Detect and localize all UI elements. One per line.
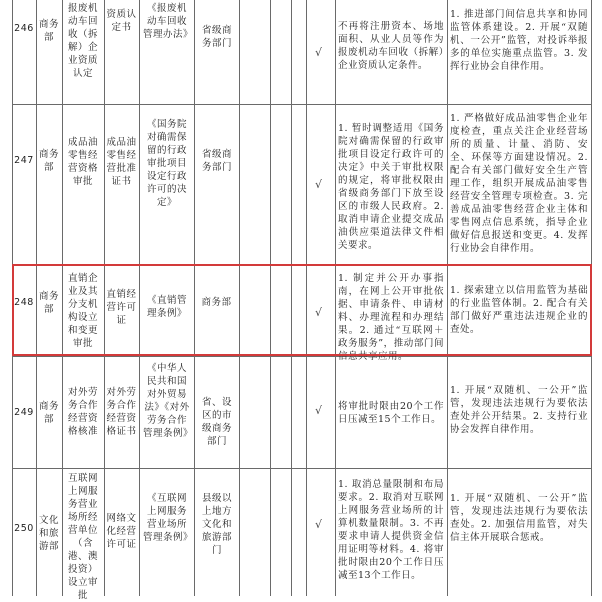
certificate: 成品油零售经营批准证书 [106,137,137,187]
approval-item: 成品油零售经营资格审批 [67,137,98,187]
grid-hline [12,356,592,357]
approval-item: 对外劳务合作经营资格核准 [67,387,98,437]
reform-measure: 1. 取消总量限制和布局要求。2. 取消对互联网上网服务营业场所的计算机数量限制。3. 不再要求申请人提供资金信用证明等材料。4. 将审批时限由20个工作日压减至13个工作日。 [338,479,444,581]
legal-basis: 《直销管理条例》 [146,295,187,319]
grid-vline [139,0,140,596]
department: 商务部 [38,149,59,173]
certificate: 直销经营许可证 [106,289,137,326]
row-number: 249 [14,407,34,418]
row-number: 248 [14,297,34,308]
approval-authority: 商务部 [201,297,232,308]
certificate: 网络文化经营许可证 [106,513,137,550]
approval-authority: 省级商务部门 [201,149,232,173]
approval-authority: 县级以上地方文化和旅游部门 [201,493,232,556]
grid-hline [12,468,592,469]
grid-vline [335,0,336,596]
approval-item: 直销企业及其分支机构设立和变更审批 [67,273,98,349]
legal-basis: 《中华人民共和国对外贸易法》《对外劳务合作管理条例》 [143,363,194,439]
legal-basis: 《互联网上网服务营业场所管理条例》 [143,493,194,543]
department: 商务部 [38,401,59,425]
grid-hline [12,264,592,265]
certificate: 资质认定书 [106,9,137,33]
legal-basis: 《报废机动车回收管理办法》 [143,3,194,40]
row-number: 247 [14,155,34,166]
grid-vline [36,0,37,596]
row-number: 250 [14,523,34,534]
supervision-measure: 1. 推进部门间信息共享和协同监管体系建设。2. 开展“双随机、一公开”监管，对投诉举报多的单位实施重点监管。3. 发挥行业协会自律作用。 [450,9,588,72]
reform-check: √ [315,306,323,319]
approval-authority: 省、设区的市级商务部门 [201,397,232,447]
reform-measure: 将审批时限由20个工作日压减至15个工作日。 [338,401,444,425]
department: 文化和旅游部 [38,515,59,552]
grid-vline [270,0,271,596]
row-number: 246 [14,23,34,34]
grid-vline [291,0,292,596]
reform-check: √ [315,404,323,417]
grid-vline [239,0,240,596]
approval-item: 互联网上网服务营业场所经营单位（含港、澳投资）设立审批 [67,473,98,601]
supervision-measure: 1. 严格做好成品油零售企业年度检查，重点关注企业经营场所的质量、计量、消防、安全、环保等方面建设情况。2. 配合有关部门做好安全生产管理工作，组织开展成品油零售经营安全管理专项检查。3. 完善成品油零售经营企业主体和零售网点信息系统，指导企业做好信息报送和变更。4. 发挥行业协会自律作用。 [450,113,588,254]
supervision-measure: 1. 探索建立以信用监管为基础的行业监管体制。2. 配合有关部门做好严重违法违规企业的查处。 [450,285,588,335]
grid-vline [62,0,63,596]
approval-authority: 省级商务部门 [201,25,232,49]
legal-basis: 《国务院对确需保留的行政审批项目设定行政许可的决定》 [146,119,187,208]
reform-measure: 1. 制定并公开办事指南，在网上公开审批依据、申请条件、申请材料、办理流程和办理结果。2. 通过“互联网＋政务服务”，推动部门间信息共享应用。 [338,273,444,362]
certificate: 对外劳务合作经营资格证书 [106,387,137,437]
grid-vline [104,0,105,596]
reform-check: √ [315,518,323,531]
grid-hline [12,104,592,105]
reform-check: √ [315,178,323,191]
grid-vline [591,0,592,596]
approval-item: 报废机动车回收（拆解）企业资质认定 [67,3,98,79]
grid-vline [447,0,448,596]
reform-measure: 1. 暂时调整适用《国务院对确需保留的行政审批项目设定行政许可的决定》中关于审批权限的规定，将审批权限由省级商务部门下放至设区的市级人民政府。2. 取消申请企业提交成品油供应渠道法律文件相关要求。 [338,123,444,251]
reform-check: √ [315,46,323,59]
grid-vline [306,0,307,596]
department: 商务部 [38,291,59,315]
supervision-measure: 1. 开展“双随机、一公开”监管，发现违法违规行为要依法查处并公开结果。2. 支持行业协会发挥自律作用。 [450,385,588,435]
department: 商务部 [38,19,59,43]
reform-measure: 不再将注册资本、场地面积、从业人员等作为报废机动车回收（拆解）企业资质认定条件。 [338,21,444,71]
supervision-measure: 1. 开展“双随机、一公开”监管，发现违法违规行为要依法查处。2. 加强信用监管，对失信主体开展联合惩戒。 [450,493,588,543]
